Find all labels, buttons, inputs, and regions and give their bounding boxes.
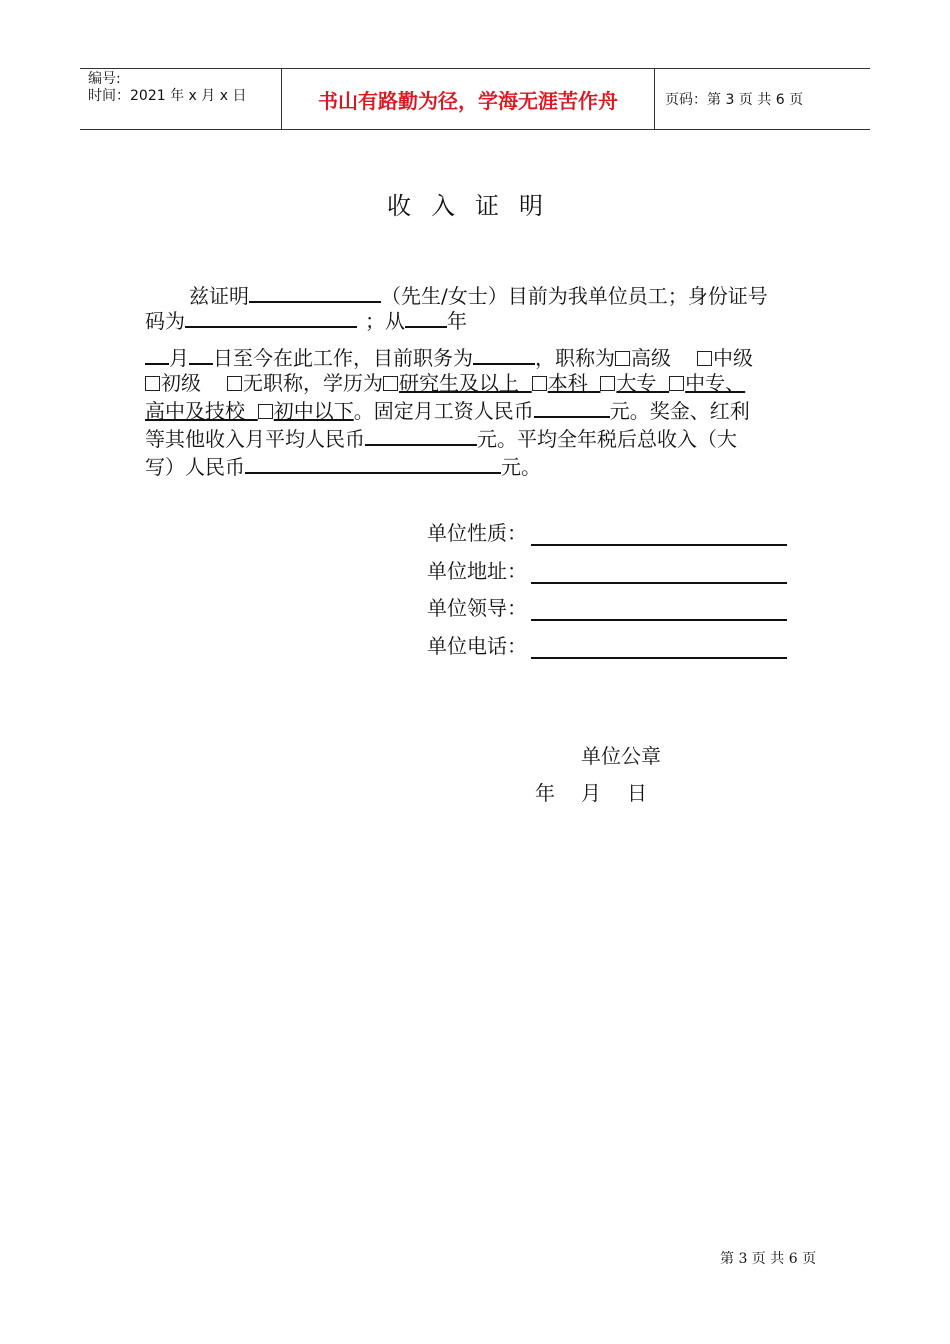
- text: 元。奖金、红利: [609, 399, 750, 423]
- text: 初级: [161, 371, 201, 395]
- text: 高级: [631, 346, 671, 370]
- date-year: 年: [535, 781, 555, 805]
- year-blank[interactable]: [405, 306, 447, 328]
- field-unit-leader: [427, 592, 787, 621]
- field-label: 单位领导：: [427, 596, 527, 620]
- header-motto: 书山有路勤为径，学海无涯苦作舟: [282, 69, 655, 129]
- field-unit-phone: [427, 630, 787, 659]
- text: 兹证明: [189, 284, 249, 308]
- annual-income-blank[interactable]: [245, 452, 501, 474]
- date-month: 月: [581, 781, 601, 805]
- name-blank[interactable]: [249, 281, 381, 303]
- field-line[interactable]: [531, 562, 787, 584]
- text: 。固定月工资人民币: [353, 399, 534, 423]
- unit-seal-label: 单位公章: [581, 744, 661, 768]
- field-line[interactable]: [531, 524, 787, 546]
- date-day: 日: [627, 781, 647, 805]
- header-page-info: 页码：第 3 页 共 6 页: [665, 92, 804, 108]
- checkbox-senior[interactable]: [615, 351, 630, 366]
- checkbox-tech[interactable]: [669, 376, 684, 391]
- paragraph-1b: [145, 306, 835, 334]
- field-unit-address: [427, 555, 787, 584]
- header-meta: [80, 69, 282, 129]
- checkbox-none[interactable]: [227, 376, 242, 391]
- field-line[interactable]: [531, 637, 787, 659]
- text: （先生/女士）目前为我单位员工；身份证号: [381, 284, 768, 308]
- paragraph-1: [145, 281, 835, 309]
- checkbox-college[interactable]: [600, 376, 615, 391]
- salary-blank[interactable]: [534, 396, 610, 418]
- text: 元。平均全年税后总收入（大: [477, 427, 737, 451]
- checkbox-junior-school[interactable]: [258, 404, 273, 419]
- checkbox-middle[interactable]: [697, 351, 712, 366]
- signature-date: [535, 777, 673, 806]
- text: 日至今在此工作，目前职务为: [213, 346, 473, 370]
- text: 月: [169, 346, 189, 370]
- text: 初中以下: [273, 399, 354, 423]
- page-header: [80, 68, 870, 130]
- id-number-blank[interactable]: [185, 306, 357, 328]
- text: 年: [447, 309, 467, 333]
- text: 等其他收入月平均人民币: [145, 427, 365, 451]
- field-label: 单位电话：: [427, 634, 527, 658]
- document-title: 收入证明: [387, 192, 563, 220]
- text: 研究生及以上: [399, 371, 519, 395]
- text: 码为: [145, 309, 185, 333]
- bonus-blank[interactable]: [365, 424, 477, 446]
- text: 大专: [616, 371, 657, 395]
- position-blank[interactable]: [473, 343, 535, 365]
- text: 高中及技校: [145, 399, 245, 423]
- checkbox-grad[interactable]: [383, 376, 398, 391]
- text: ；从: [365, 309, 405, 333]
- field-line[interactable]: [531, 599, 787, 621]
- text: 中专、: [685, 371, 746, 395]
- month-blank[interactable]: [145, 343, 169, 365]
- checkbox-bachelor[interactable]: [532, 376, 547, 391]
- text: 中级: [713, 346, 753, 370]
- text: ，职称为: [535, 346, 615, 370]
- page-footer: 第 3 页 共 6 页: [720, 1251, 817, 1267]
- text: 元。: [501, 455, 541, 479]
- text: 写）人民币: [145, 455, 245, 479]
- number-label: 编号:: [88, 71, 121, 87]
- time-label: 时间：2021 年 x 月 x 日: [88, 88, 247, 104]
- text: 无职称，学历为: [243, 371, 383, 395]
- paragraph-2: [145, 343, 835, 480]
- field-unit-nature: [427, 517, 787, 546]
- checkbox-junior[interactable]: [145, 376, 160, 391]
- text: 本科: [547, 371, 588, 395]
- day-blank[interactable]: [189, 343, 213, 365]
- field-label: 单位性质：: [427, 521, 527, 545]
- field-label: 单位地址：: [427, 559, 527, 583]
